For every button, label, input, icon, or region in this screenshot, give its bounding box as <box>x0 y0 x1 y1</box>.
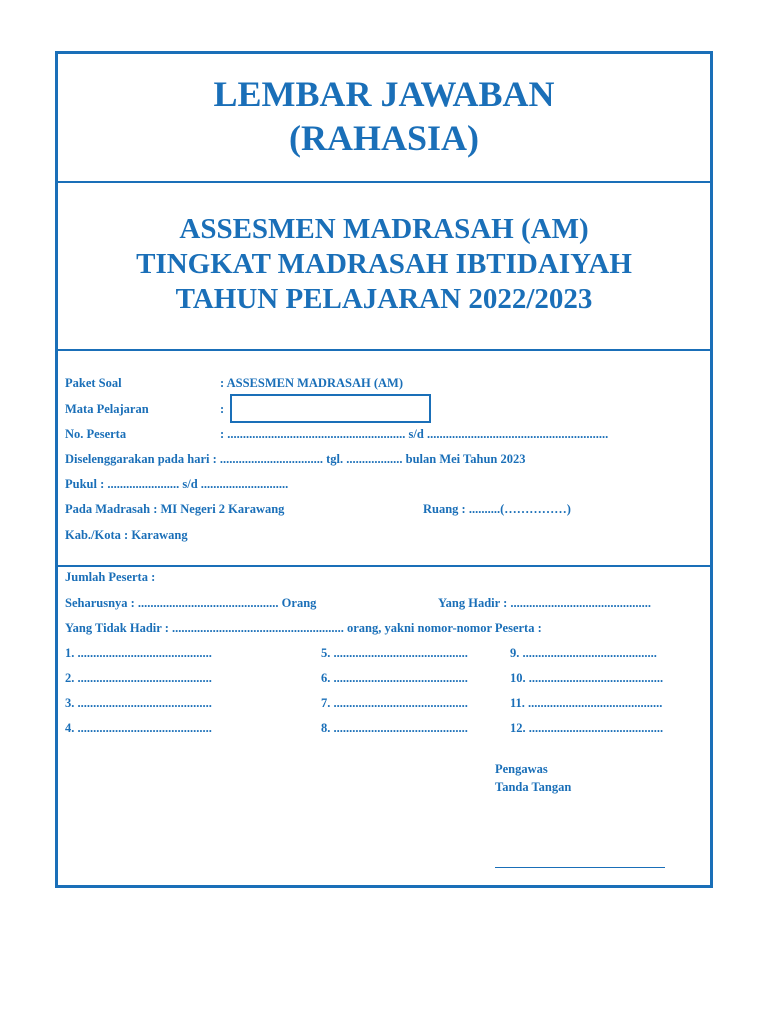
divider-1 <box>58 181 710 183</box>
no-peserta-value: : ......................................................... s/d .......................................................... <box>220 427 609 441</box>
madrasah-line: Pada Madrasah : MI Negeri 2 Karawang <box>65 502 285 516</box>
no-peserta-label: No. Peserta <box>65 427 127 441</box>
peserta-number-3: 3. ........................................... <box>65 696 212 710</box>
paket-soal-value: : ASSESMEN MADRASAH (AM) <box>220 376 403 390</box>
seharusnya-line: Seharusnya : ............................................. Orang <box>65 596 317 610</box>
peserta-number-1: 1. ........................................... <box>65 646 212 660</box>
sheet-title-line1: LEMBAR JAWABAN <box>213 74 555 114</box>
pengawas-label: Pengawas <box>495 762 548 776</box>
peserta-number-4: 4. ........................................... <box>65 721 212 735</box>
exam-block <box>58 212 710 317</box>
tanda-tangan-label: Tanda Tangan <box>495 780 572 794</box>
tidak-hadir-line: Yang Tidak Hadir : ....................................................... orang, yakni nomor-nomor Peserta : <box>65 621 542 635</box>
peserta-number-8: 8. ........................................... <box>321 721 468 735</box>
mata-pelajaran-label: Mata Pelajaran <box>65 402 149 416</box>
title-block <box>58 72 710 160</box>
yang-hadir-line: Yang Hadir : ............................................. <box>438 596 651 610</box>
peserta-number-11: 11. ........................................... <box>510 696 663 710</box>
peserta-number-7: 7. ........................................... <box>321 696 468 710</box>
exam-line2: TINGKAT MADRASAH IBTIDAIYAH <box>136 248 632 280</box>
answer-sheet-frame <box>55 51 713 888</box>
peserta-number-6: 6. ........................................... <box>321 671 468 685</box>
peserta-number-12: 12. ........................................... <box>510 721 664 735</box>
mata-pelajaran-colon: : <box>220 402 225 416</box>
kota-line: Kab./Kota : Karawang <box>65 528 188 542</box>
divider-3 <box>58 565 710 567</box>
paket-soal-label: Paket Soal <box>65 376 122 390</box>
peserta-number-2: 2. ........................................... <box>65 671 212 685</box>
hari-line: Diselenggarakan pada hari : ................................. tgl. .................. bulan Mei Tahun 2023 <box>65 452 526 466</box>
peserta-number-10: 10. ........................................... <box>510 671 664 685</box>
peserta-number-9: 9. ........................................... <box>510 646 657 660</box>
peserta-number-5: 5. ........................................... <box>321 646 468 660</box>
exam-line3: TAHUN PELAJARAN 2022/2023 <box>175 283 593 315</box>
ruang-line: Ruang : ..........(……………) <box>423 502 571 516</box>
exam-line1: ASSESMEN MADRASAH (AM) <box>179 213 589 245</box>
pukul-line: Pukul : ....................... s/d ............................ <box>65 477 289 491</box>
signature-line <box>495 867 665 868</box>
divider-2 <box>58 349 710 351</box>
jumlah-peserta-label: Jumlah Peserta : <box>65 570 156 584</box>
mata-pelajaran-field[interactable] <box>230 394 431 423</box>
sheet-title-line2: (RAHASIA) <box>288 118 479 158</box>
